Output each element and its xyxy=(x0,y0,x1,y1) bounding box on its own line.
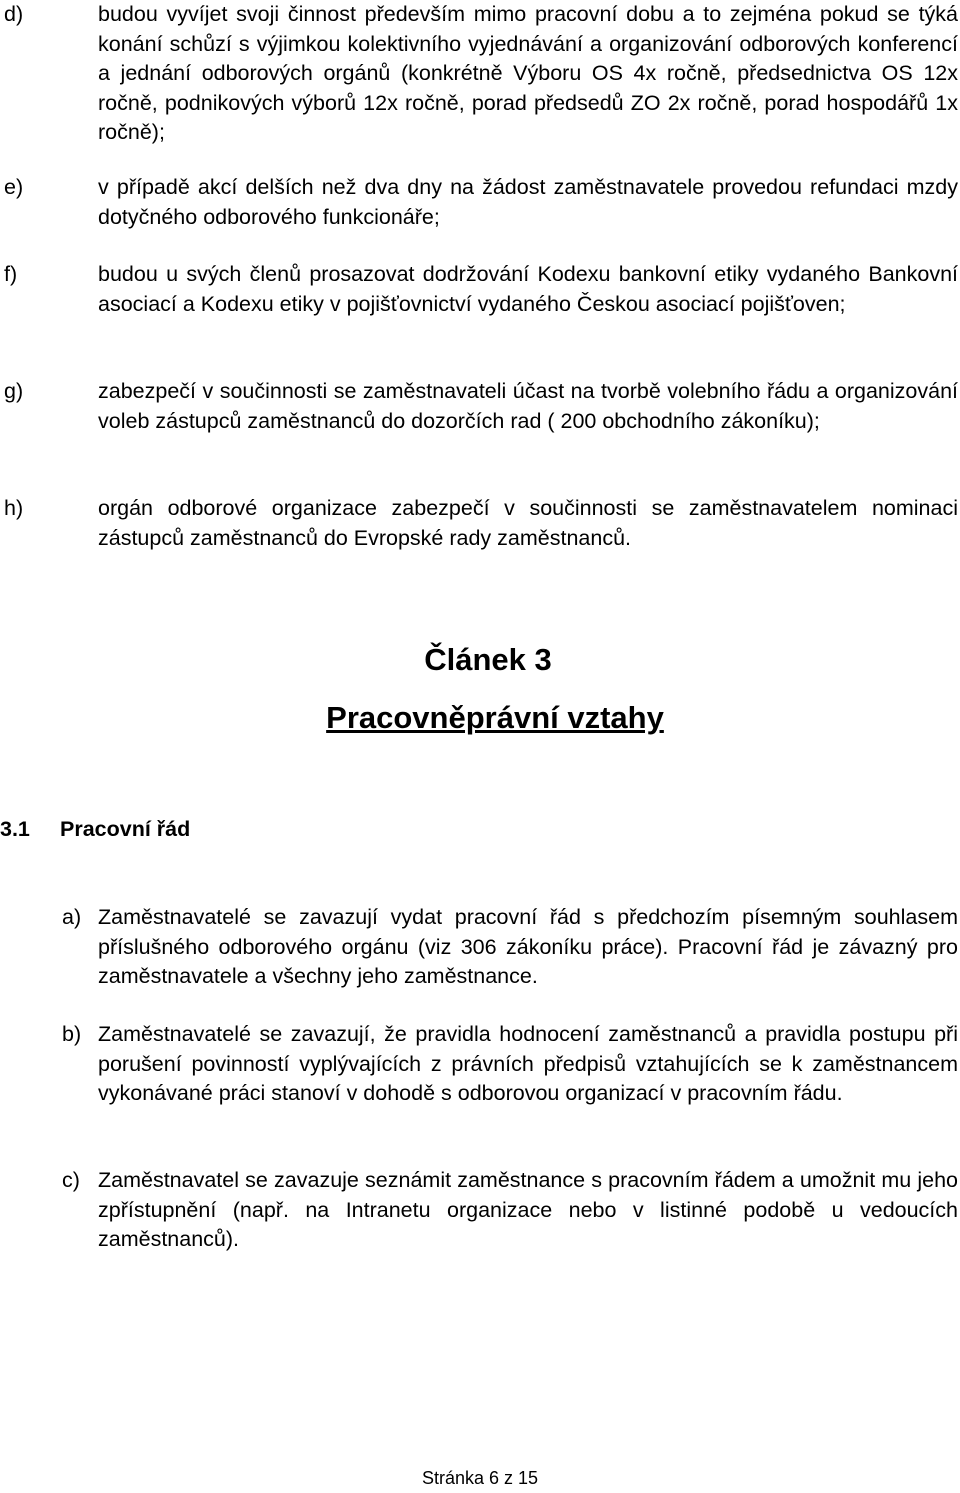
list-item-h xyxy=(4,494,958,553)
list-item-e xyxy=(4,173,958,232)
page-footer: Stránka 6 z 15 xyxy=(421,1468,539,1488)
section-heading xyxy=(0,815,190,845)
article-subtitle: Pracovněprávní vztahy xyxy=(326,700,664,735)
list-item-a xyxy=(62,903,958,992)
list-item-text: v případě akcí delších než dva dny na žádost zaměstnavatele provedou refundaci mzdy dotyčného odborového funkcionáře; xyxy=(98,175,958,229)
list-item-b xyxy=(62,1020,958,1109)
list-item-d xyxy=(4,0,958,148)
list-item-letter: f) xyxy=(4,262,18,286)
list-item-f xyxy=(4,260,958,319)
section-title: Pracovní řád xyxy=(60,817,191,841)
list-item-letter: d) xyxy=(4,2,24,26)
list-item-text: budou u svých členů prosazovat dodržování Kodexu bankovní etiky vydaného Bankovní asociací a Kodexu etiky v pojišťovnictví vydaného Českou asociací pojišťoven; xyxy=(98,262,958,316)
article-title: Článek 3 xyxy=(424,642,552,677)
list-item-text: Zaměstnavatel se zavazuje seznámit zaměstnance s pracovním řádem a umožnit mu jeho zpřístupnění (např. na Intranetu organizace nebo v listinné podobě u vedoucích zaměstnanců). xyxy=(98,1168,958,1251)
list-item-letter: e) xyxy=(4,175,24,199)
list-item-text: Zaměstnavatelé se zavazují vydat pracovní řád s předchozím písemným souhlasem příslušného odborového orgánu (viz 306 zákoníku práce). Pracovní řád je závazný pro zaměstnavatele a všechny jeho zaměstnance. xyxy=(98,905,958,988)
list-item-letter: g) xyxy=(4,379,24,403)
list-item-letter: a) xyxy=(62,905,82,929)
list-item-letter: h) xyxy=(4,496,24,520)
list-item-text: orgán odborové organizace zabezpečí v součinnosti se zaměstnavatelem nominaci zástupců zaměstnanců do Evropské rady zaměstnanců. xyxy=(98,496,958,550)
list-item-text: zabezpečí v součinnosti se zaměstnavateli účast na tvorbě volebního řádu a organizování voleb zástupců zaměstnanců do dozorčích rad ( 200 obchodního zákoníku); xyxy=(98,379,958,433)
list-item-letter: b) xyxy=(62,1022,82,1046)
list-item-g xyxy=(4,377,958,436)
list-item-text: budou vyvíjet svoji činnost především mimo pracovní dobu a to zejména pokud se týká konání schůzí s výjimkou kolektivního vyjednávání a organizování odborových konferencí a jednání odborových orgánů (konkrétně Výboru OS 4x ročně, předsednictva OS 12x ročně, podnikových výborů 12x ročně, porad předsedů ZO 2x ročně, porad hospodářů 1x ročně); xyxy=(98,2,958,144)
list-item-c xyxy=(62,1166,958,1255)
list-item-letter: c) xyxy=(62,1168,80,1192)
list-item-text: Zaměstnavatelé se zavazují, že pravidla hodnocení zaměstnanců a pravidla postupu při porušení povinností vyplývajících z právních předpisů vztahujících se k zaměstnancem vykonávané práci stanoví v dohodě s odborovou organizací v pracovním řádu. xyxy=(98,1022,958,1105)
section-number: 3.1 xyxy=(0,817,30,841)
